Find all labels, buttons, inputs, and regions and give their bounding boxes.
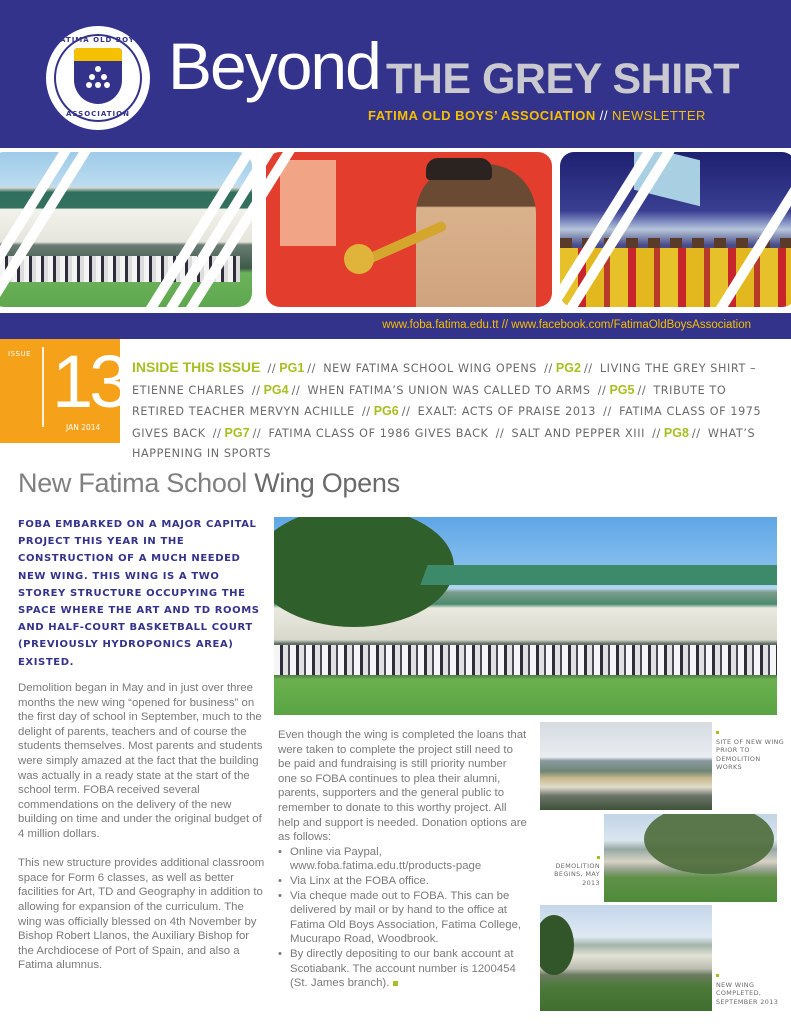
title-beyond: Beyond	[168, 29, 380, 103]
toc-item[interactable]: FATIMA CLASS OF 1975 GIVES BACK	[132, 405, 762, 440]
demolition-photo	[604, 814, 777, 902]
website-links[interactable]: www.foba.fatima.edu.tt // www.facebook.com/FatimaOldBoysAssociation	[382, 319, 751, 331]
toc-page[interactable]: PG5	[609, 382, 635, 397]
newsletter-label: NEWSLETTER	[612, 108, 706, 123]
masthead	[0, 0, 791, 148]
toc-item[interactable]: TRIBUTE TO RETIRED TEACHER MERVYN ACHILLE	[132, 383, 727, 418]
article-title-bold: Wing Opens	[254, 468, 400, 498]
toc-item[interactable]: WHEN FATIMA’S UNION WAS CALLED TO ARMS	[307, 383, 591, 397]
caption-site: SITE OF NEW WING PRIOR TO DEMOLITION WORKS	[716, 738, 785, 772]
toc-page[interactable]: PG1	[279, 361, 305, 375]
caption-mark-icon	[597, 856, 600, 859]
logo-top-text: FATIMA OLD BOYS	[55, 36, 141, 44]
article-paragraph: Demolition began in May and in just over three months the new wing “opened for business” on the first day of school in September, much to the delight of parents, teachers and of course the students themselves. Most parents and students were simply amazed at the fact that the building was actually in a ready state at the start of the school term. FOBA received several commendations on the delivery of the new building on time and under the original budget of 4 million dollars.	[18, 682, 263, 840]
masthead-subtitle	[368, 108, 706, 123]
donation-option: • Via cheque made out to FOBA. This can be delivered by mail or by hand to the office at Fatima Old Boys Association, Fatima College, Mucurapo Road, Woodbrook.	[278, 889, 528, 947]
title-grey-shirt: THE GREY SHIRT	[386, 55, 739, 103]
toc-page[interactable]: PG2	[555, 361, 581, 375]
toc-item[interactable]: NEW FATIMA SCHOOL WING OPENS	[323, 362, 538, 375]
logo-shield-icon	[74, 48, 122, 104]
photo-strip	[0, 148, 791, 313]
toc-item[interactable]: SALT AND PEPPER XIII	[511, 426, 645, 440]
toc-page[interactable]: PG8	[663, 425, 689, 440]
issue-box	[0, 339, 127, 443]
toc-item[interactable]: WHAT’S HAPPENING IN SPORTS	[132, 426, 756, 460]
inside-heading: INSIDE THIS ISSUE	[132, 359, 261, 375]
donation-list	[278, 845, 528, 991]
article-column-2	[278, 728, 528, 991]
trumpet-player-photo	[266, 152, 552, 307]
issue-divider	[42, 347, 44, 427]
caption-mark-icon	[716, 974, 719, 977]
completed-wing-photo	[540, 905, 712, 1011]
new-wing-photo	[274, 517, 777, 715]
donation-option: • Online via Paypal, www.foba.fatima.edu.tt/products-page	[278, 845, 528, 874]
end-mark-icon	[393, 981, 398, 986]
inside-this-issue: INSIDE THIS ISSUE // PG1 // NEW FATIMA SCHOOL WING OPENS // PG2 // LIVING THE GREY SHIRT – ETIENNE CHARLES // PG4 // WHEN FATIMA’S UNION WAS CALLED TO ARMS // PG5 // TRIBUTE TO RETIRED TEACHER MERVYN ACHILLE // PG6 // EXALT: ACTS OF PRAISE 2013 // FATIMA CLASS OF 1975 GIVES BACK // PG7 // FATIMA CLASS OF 1986 GIVES BACK // SALT AND PEPPER XIII // PG8 // WHAT’S HAPPENING IN SPORTS	[132, 359, 762, 460]
foba-logo	[46, 26, 150, 130]
caption-mark-icon	[716, 731, 719, 734]
donation-option-text: By directly depositing to our bank account at Scotiabank. The account number is 1200454 (St. James branch).	[290, 947, 516, 990]
article-title	[18, 468, 400, 499]
article-paragraph: This new structure provides additional classroom space for Form 6 classes, as well as better facilities for Art, TD and Geography in addition to allowing for expansion of the curriculum. The wing was officially blessed on 4th November by Bishop Robert Llanos, the Auxiliary Bishop for the Archdiocese of Port of Spain, and also a Fatima alumnus.	[18, 857, 265, 972]
article-title-light: New Fatima School	[18, 468, 247, 498]
issue-number: 13	[52, 340, 127, 423]
donation-option	[278, 947, 528, 991]
donation-option: • Via Linx at the FOBA office.	[278, 874, 528, 889]
caption-demolition: DEMOLITION BEGINS, MAY 2013	[554, 862, 600, 887]
article-lead: FOBA EMBARKED ON A MAJOR CAPITAL PROJECT THIS YEAR IN THE CONSTRUCTION OF A MUCH NEEDED NEW WING. THIS WING IS A TWO STOREY STRUCTURE OCCUPYING THE SPACE WHERE THE ART AND TD ROOMS AND HALF-COURT BASKETBALL COURT (PREVIOUSLY HYDROPONICS AREA) EXISTED.	[18, 519, 260, 668]
org-name: FATIMA OLD BOYS’ ASSOCIATION	[368, 108, 596, 123]
toc-item[interactable]: LIVING THE GREY SHIRT – ETIENNE CHARLES	[132, 362, 757, 397]
toc-page[interactable]: PG4	[263, 382, 289, 397]
logo-bottom-text: ASSOCIATION	[66, 110, 130, 118]
toc-page[interactable]: PG6	[373, 404, 399, 418]
issue-label: ISSUE	[8, 350, 31, 358]
caption-completed: NEW WING COMPLETED, SEPTEMBER 2013	[716, 981, 779, 1006]
subtitle-separator: //	[599, 108, 609, 123]
article-paragraph: Even though the wing is completed the loans that were taken to complete the project still need to be paid and fundraising is still priority number one so FOBA continues to plea their alumni, parents, supporters and the general public to remember to donate to this worthy project. All help and support is needed. Donation options are as follows:	[278, 729, 527, 844]
issue-date: JAN 2014	[66, 423, 101, 432]
toc-item[interactable]: EXALT: ACTS OF PRAISE 2013	[417, 405, 596, 418]
url-bar	[0, 313, 791, 339]
site-before-photo	[540, 722, 712, 810]
toc-item[interactable]: FATIMA CLASS OF 1986 GIVES BACK	[268, 426, 489, 440]
article-column-1	[18, 681, 266, 987]
toc-page[interactable]: PG7	[224, 425, 250, 440]
